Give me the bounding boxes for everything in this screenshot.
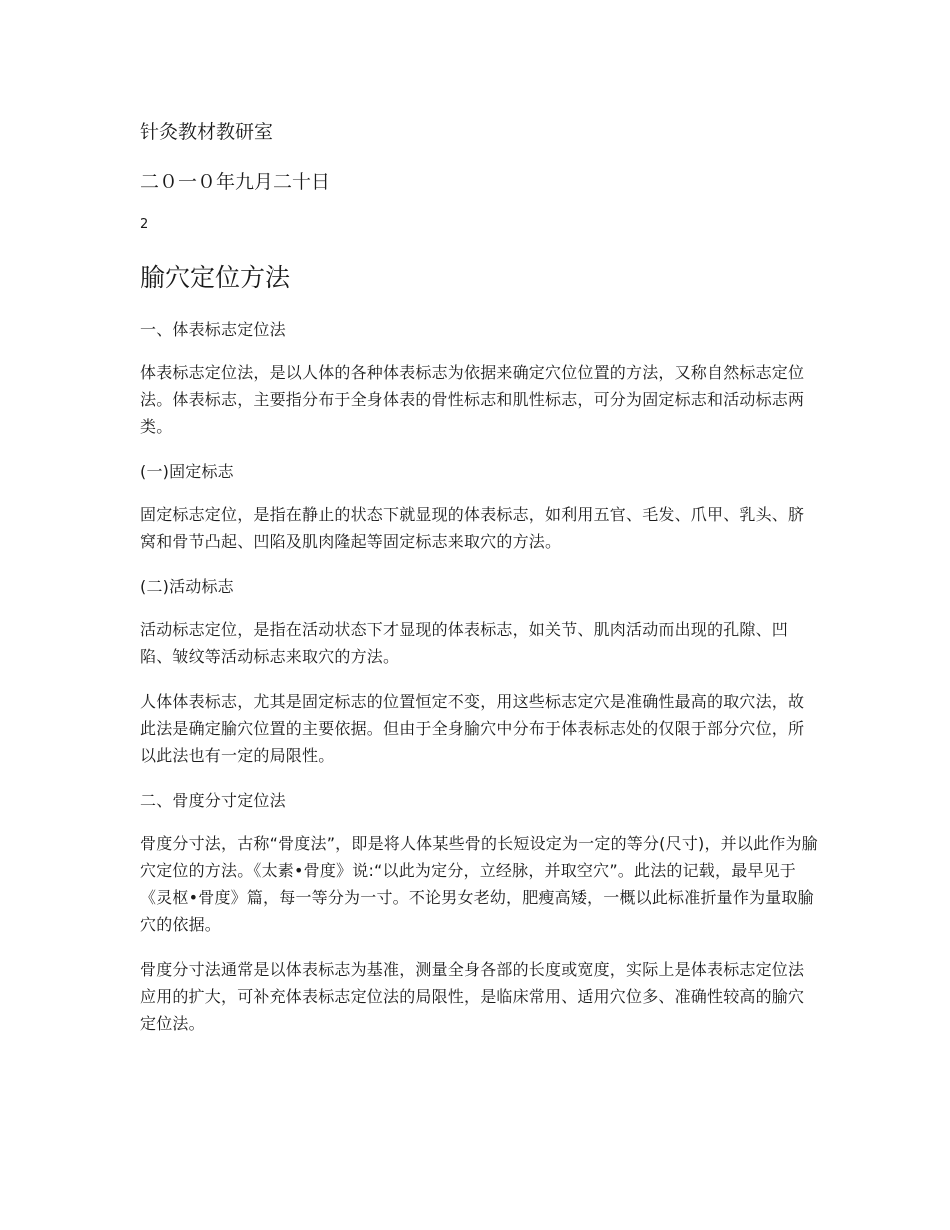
- page-number: 2: [140, 217, 149, 232]
- section-heading-surface-landmark: 一、体表标志定位法: [140, 320, 286, 339]
- subheading-moving-landmark: (二)活动标志: [140, 577, 234, 596]
- subheading-fixed-landmark: (一)固定标志: [140, 462, 234, 481]
- paragraph-bone-proportion-summary: 骨度分寸法通常是以体表标志为基准，测量全身各部的长度或宽度，实际上是体表标志定位法应用的扩大，可补充体表标志定位法的局限性，是临床常用、适用穴位多、准确性较高的腧穴定位法。: [140, 960, 805, 1033]
- paragraph-bone-proportion-intro: 骨度分寸法，古称“骨度法”，即是将人体某些骨的长短设定为一定的等分(尺寸)，并以此作为腧穴定位的方法。《太素•骨度》说:“以此为定分，立经脉，并取空穴”。此法的记载，最早见于《灵枢•骨度》篇，每一等分为一寸。不论男女老幼，肥瘦高矮，一概以此标准折量作为量取腧穴的依据。: [140, 834, 818, 934]
- document-body: [140, 316, 820, 1055]
- paragraph-landmark-summary: 人体体表标志，尤其是固定标志的位置恒定不变，用这些标志定穴是准确性最高的取穴法，故此法是确定腧穴位置的主要依据。但由于全身腧穴中分布于体表标志处的仅限于部分穴位，所以此法也有一定的局限性。: [140, 692, 805, 765]
- section-heading-bone-proportion: 二、骨度分寸定位法: [140, 791, 286, 810]
- document-date: 二０一０年九月二十日: [140, 171, 331, 193]
- page-title: 腧穴定位方法: [140, 263, 291, 292]
- department-name: 针灸教材教研室: [140, 121, 274, 143]
- paragraph-surface-landmark-intro: 体表标志定位法，是以人体的各种体表标志为依据来确定穴位位置的方法，又称自然标志定位法。体表标志，主要指分布于全身体表的骨性标志和肌性标志，可分为固定标志和活动标志两类。: [140, 363, 805, 436]
- paragraph-moving-landmark: 活动标志定位，是指在活动状态下才显现的体表标志，如关节、肌肉活动而出现的孔隙、凹陷、皱纹等活动标志来取穴的方法。: [140, 620, 789, 666]
- paragraph-fixed-landmark: 固定标志定位，是指在静止的状态下就显现的体表标志，如利用五官、毛发、爪甲、乳头、脐窝和骨节凸起、凹陷及肌肉隆起等固定标志来取穴的方法。: [140, 505, 805, 551]
